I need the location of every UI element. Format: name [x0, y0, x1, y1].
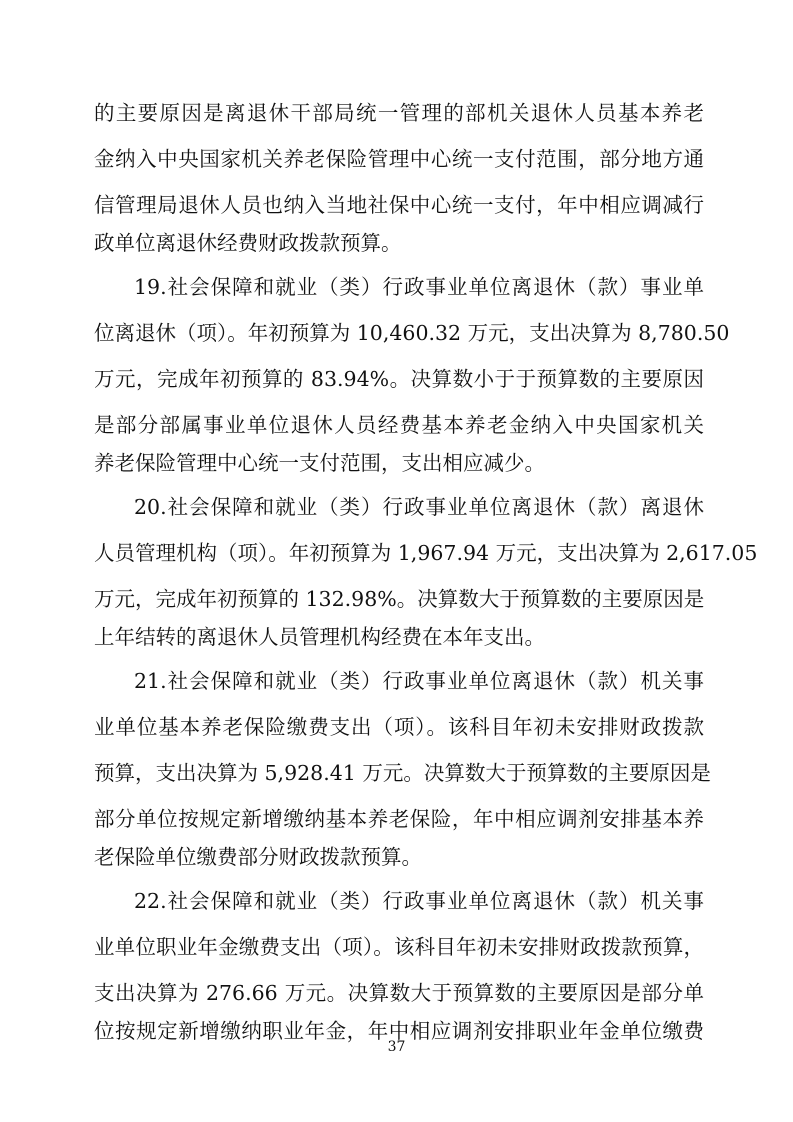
paragraph-line: 22.社会保障和就业（类）行政事业单位离退休（款）机关事: [134, 889, 704, 913]
paragraph-line: 老保险单位缴费部分财政拨款预算。: [94, 845, 422, 869]
paragraph-line: 部分单位按规定新增缴纳基本养老保险，年中相应调剂安排基本养: [94, 807, 704, 831]
paragraph-line: 位离退休（项）。年初预算为 10,460.32 万元，支出决算为 8,780.50: [94, 321, 730, 345]
paragraph-line: 20.社会保障和就业（类）行政事业单位离退休（款）离退休: [134, 495, 704, 519]
paragraph-line: 人员管理机构（项）。年初预算为 1,967.94 万元，支出决算为 2,617.05: [94, 541, 758, 565]
paragraph-line: 位按规定新增缴纳职业年金，年中相应调剂安排职业年金单位缴费: [94, 1019, 704, 1043]
page-number: 37: [387, 1039, 406, 1055]
paragraph-line: 的主要原因是离退休干部局统一管理的部机关退休人员基本养老: [94, 101, 704, 125]
paragraph-line: 业单位基本养老保险缴费支出（项）。该科目年初未安排财政拨款: [94, 715, 704, 739]
paragraph-line: 金纳入中央国家机关养老保险管理中心统一支付范围，部分地方通: [94, 147, 704, 171]
paragraph-line: 是部分部属事业单位退休人员经费基本养老金纳入中央国家机关: [94, 413, 704, 437]
paragraph-line: 万元，完成年初预算的 83.94%。决算数小于于预算数的主要原因: [94, 367, 704, 391]
paragraph-line: 政单位离退休经费财政拨款预算。: [94, 231, 402, 255]
paragraph-line: 预算，支出决算为 5,928.41 万元。决算数大于预算数的主要原因是: [94, 761, 711, 785]
paragraph-line: 21.社会保障和就业（类）行政事业单位离退休（款）机关事: [134, 669, 704, 693]
paragraph-line: 信管理局退休人员也纳入当地社保中心统一支付，年中相应调减行: [94, 193, 704, 217]
paragraph-line: 万元，完成年初预算的 132.98%。决算数大于预算数的主要原因是: [94, 587, 705, 611]
paragraph-line: 支出决算为 276.66 万元。决算数大于预算数的主要原因是部分单: [94, 981, 704, 1005]
paragraph-line: 19.社会保障和就业（类）行政事业单位离退休（款）事业单: [134, 275, 704, 299]
paragraph-line: 养老保险管理中心统一支付范围，支出相应减少。: [94, 451, 545, 475]
paragraph-line: 业单位职业年金缴费支出（项）。该科目年初未安排财政拨款预算，: [94, 935, 704, 959]
paragraph-line: 上年结转的离退休人员管理机构经费在本年支出。: [94, 625, 545, 649]
